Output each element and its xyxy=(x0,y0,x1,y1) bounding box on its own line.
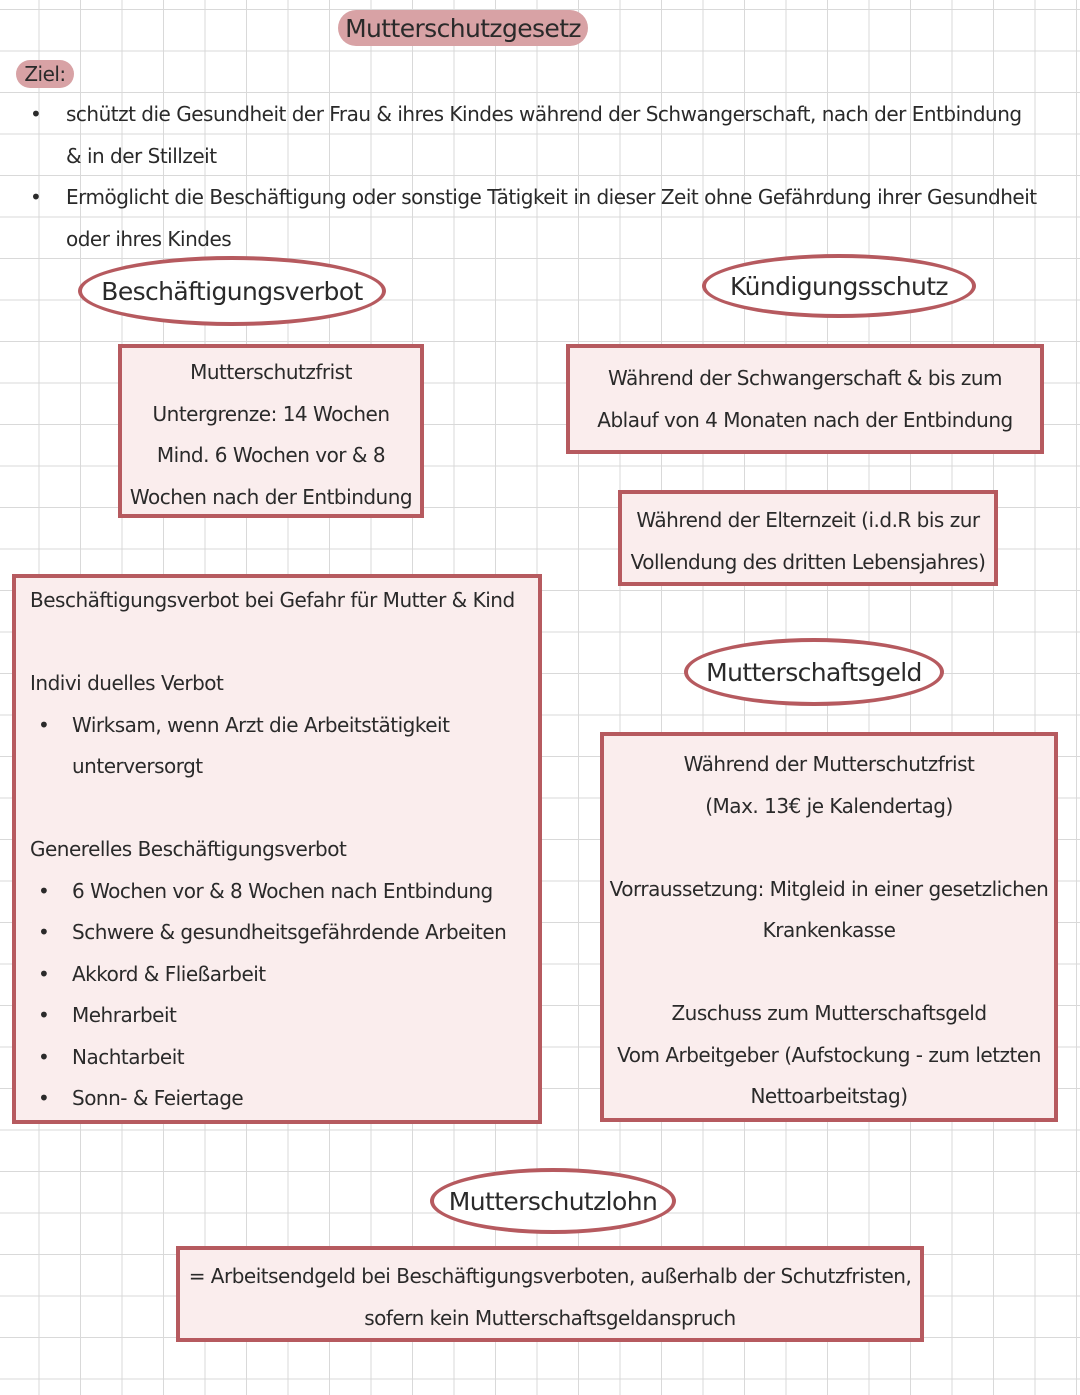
generell-item: • Mehrarbeit xyxy=(30,995,538,1037)
mutterschaftsgeld-line: (Max. 13€ je Kalendertag) xyxy=(705,793,953,818)
ziel-point-2-line2: oder ihres Kindes xyxy=(66,226,232,251)
frist-line: Mutterschutzfrist xyxy=(190,360,352,384)
mutterschutzlohn-line: = Arbeitsendgeld bei Beschäftigungsverboten, außerhalb der Schutzfristen, xyxy=(188,1264,912,1288)
page-title xyxy=(338,10,588,46)
generell-item: • Akkord & Fließarbeit xyxy=(30,954,538,996)
mutterschutzfrist-box xyxy=(118,344,424,518)
page-title-text: Mutterschutzgesetz xyxy=(345,13,581,43)
ziel-point-1 xyxy=(30,94,1060,177)
bullet-icon: • xyxy=(30,102,42,126)
mutterschaftsgeld-line: Krankenkasse xyxy=(762,918,896,942)
beschaeftigungsverbot-gefahr-box xyxy=(12,574,542,1124)
mutterschaftsgeld-line: Vom Arbeitgeber (Aufstockung - zum letzten xyxy=(617,1042,1041,1067)
ziel-point-1-line2: & in der Stillzeit xyxy=(66,143,217,168)
generell-item: • 6 Wochen vor & 8 Wochen nach Entbindung xyxy=(30,871,538,913)
frist-line: Untergrenze: 14 Wochen xyxy=(152,401,390,426)
mutterschaftsgeld-line: Zuschuss zum Mutterschaftsgeld xyxy=(671,1001,987,1025)
mutterschaftsgeld-heading-text: Mutterschaftsgeld xyxy=(706,657,922,687)
kuendigungsschutz-box-2-line: Während der Elternzeit (i.d.R bis zur xyxy=(636,508,980,532)
bullet-icon: • xyxy=(30,185,42,209)
kuendigungsschutz-box-2-line: Vollendung des dritten Lebensjahres) xyxy=(630,549,986,574)
mutterschaftsgeld-heading xyxy=(684,638,944,706)
kuendigungsschutz-heading-text: Kündigungsschutz xyxy=(730,271,948,301)
generell-item: • Schwere & gesundheitsgefährdende Arbeiten xyxy=(30,912,538,954)
frist-line: Mind. 6 Wochen vor & 8 xyxy=(156,443,386,467)
mutterschutzlohn-line: sofern kein Mutterschaftsgeldanspruch xyxy=(364,1305,736,1330)
kuendigungsschutz-box-2 xyxy=(618,490,998,586)
ziel-point-1-line1: schützt die Gesundheit der Frau & ihres Kindes während der Schwangerschaft, nach der Entbindung xyxy=(66,102,1022,126)
individuell-item-line2: unterversorgt xyxy=(72,754,203,778)
mutterschaftsgeld-line: Vorraussetzung: Mitgleid in einer gesetzlichen xyxy=(609,876,1049,901)
generell-heading: Generelles Beschäftigungsverbot xyxy=(30,837,347,861)
kuendigungsschutz-box-1-line: Ablauf von 4 Monaten nach der Entbindung xyxy=(597,407,1013,432)
individuell-heading: Indivi duelles Verbot xyxy=(30,671,224,695)
generell-item: • Nachtarbeit xyxy=(30,1037,538,1079)
mutterschaftsgeld-box xyxy=(600,732,1058,1122)
beschaeftigungsverbot-heading xyxy=(78,256,386,326)
kuendigungsschutz-heading xyxy=(702,254,976,318)
mutterschaftsgeld-line: Nettoarbeitstag) xyxy=(750,1084,908,1108)
kuendigungsschutz-box-1-line: Während der Schwangerschaft & bis zum xyxy=(607,366,1003,390)
mutterschutzlohn-heading xyxy=(430,1168,676,1234)
ziel-label xyxy=(16,60,74,88)
mutterschutzlohn-heading-text: Mutterschutzlohn xyxy=(448,1186,658,1216)
individuell-item: • Wirksam, wenn Arzt die Arbeitstätigkeit xyxy=(30,705,538,747)
ziel-point-2 xyxy=(30,177,1060,260)
mutterschutzlohn-box xyxy=(176,1246,924,1342)
generell-item: • Sonn- & Feiertage xyxy=(30,1078,538,1120)
kuendigungsschutz-box-1 xyxy=(566,344,1044,454)
frist-line: Wochen nach der Entbindung xyxy=(129,484,413,509)
beschaeftigungsverbot-heading-text: Beschäftigungsverbot xyxy=(101,276,363,306)
gefahr-heading: Beschäftigungsverbot bei Gefahr für Mutter & Kind xyxy=(30,588,515,612)
ziel-point-2-line1: Ermöglicht die Beschäftigung oder sonstige Tätigkeit in dieser Zeit ohne Gefährdung ihrer Gesundheit xyxy=(66,185,1037,209)
ziel-label-text: Ziel: xyxy=(24,62,66,86)
mutterschaftsgeld-line: Während der Mutterschutzfrist xyxy=(683,752,975,776)
